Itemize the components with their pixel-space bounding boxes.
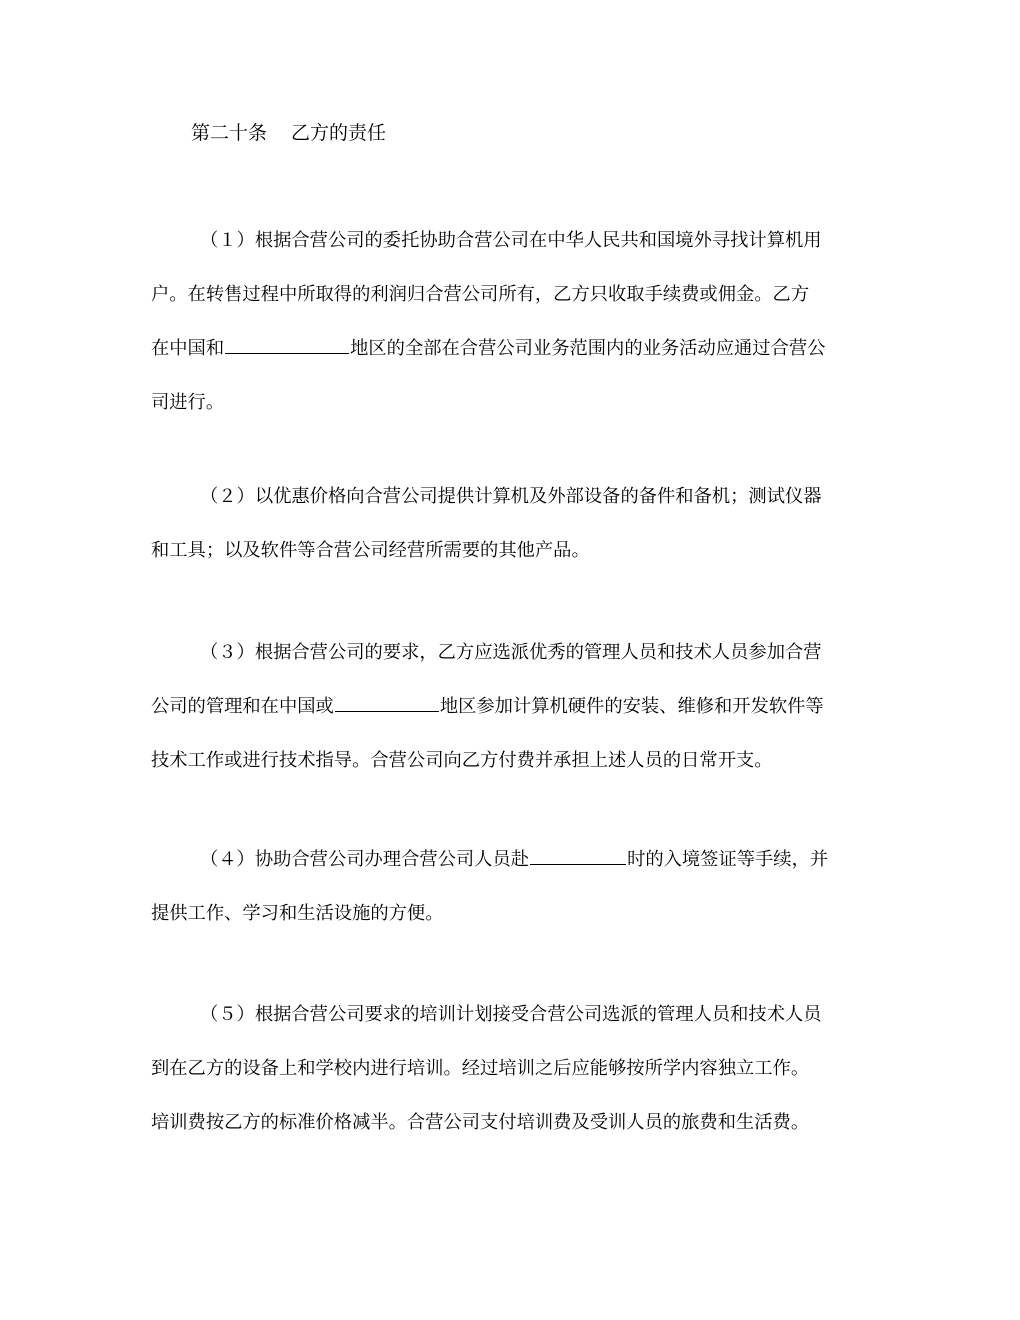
article-title: 乙方的责任 (291, 122, 387, 144)
clause-text-line: 提供工作、学习和生活设施的方便。 (151, 903, 444, 924)
article-heading (191, 120, 386, 146)
clause-text-line: 司进行。 (151, 392, 225, 413)
fill-in-blank (335, 693, 439, 712)
clause-text-line: 培训费按乙方的标准价格减半。合营公司支付培训费及受训人员的旅费和生活费。 (151, 1112, 810, 1133)
clause-text-line (151, 680, 881, 734)
text-before-blank: 在中国和 (151, 338, 225, 359)
clause-text-line: （２）以优惠价格向合营公司提供计算机及外部设备的备件和备机；测试仪器 (200, 486, 822, 507)
clause-text-line (151, 833, 881, 887)
clause-4 (151, 833, 881, 941)
clause-text-line: （３）根据合营公司的要求，乙方应选派优秀的管理人员和技术人员参加合营 (200, 642, 822, 663)
clause-text-line (151, 322, 881, 376)
article-number: 第二十条 (191, 122, 268, 144)
clause-text-line: （５）根据合营公司要求的培训计划接受合营公司选派的管理人员和技术人员 (200, 1004, 822, 1025)
text-before-blank: 公司的管理和在中国或 (151, 696, 334, 717)
fill-in-blank (225, 335, 349, 354)
clause-2 (151, 470, 881, 578)
clause-text-line: 户。在转售过程中所取得的利润归合营公司所有，乙方只收取手续费或佣金。乙方 (151, 284, 810, 305)
clause-3 (151, 626, 881, 788)
clause-5 (151, 988, 881, 1150)
clause-text-line: 到在乙方的设备上和学校内进行培训。经过培训之后应能够按所学内容独立工作。 (151, 1058, 810, 1079)
text-after-blank: 地区的全部在合营公司业务范围内的业务活动应通过合营公 (350, 338, 826, 359)
fill-in-blank (530, 846, 626, 865)
text-before-blank: （４）协助合营公司办理合营公司人员赴 (200, 849, 530, 870)
clause-1 (151, 214, 881, 430)
clause-text-line: 和工具；以及软件等合营公司经营所需要的其他产品。 (151, 540, 590, 561)
text-after-blank: 时的入境签证等手续，并 (627, 849, 829, 870)
clause-text-line: （１）根据合营公司的委托协助合营公司在中华人民共和国境外寻找计算机用 (200, 230, 822, 251)
clause-text-line: 技术工作或进行技术指导。合营公司向乙方付费并承担上述人员的日常开支。 (151, 750, 773, 771)
text-after-blank: 地区参加计算机硬件的安装、维修和开发软件等 (439, 696, 824, 717)
